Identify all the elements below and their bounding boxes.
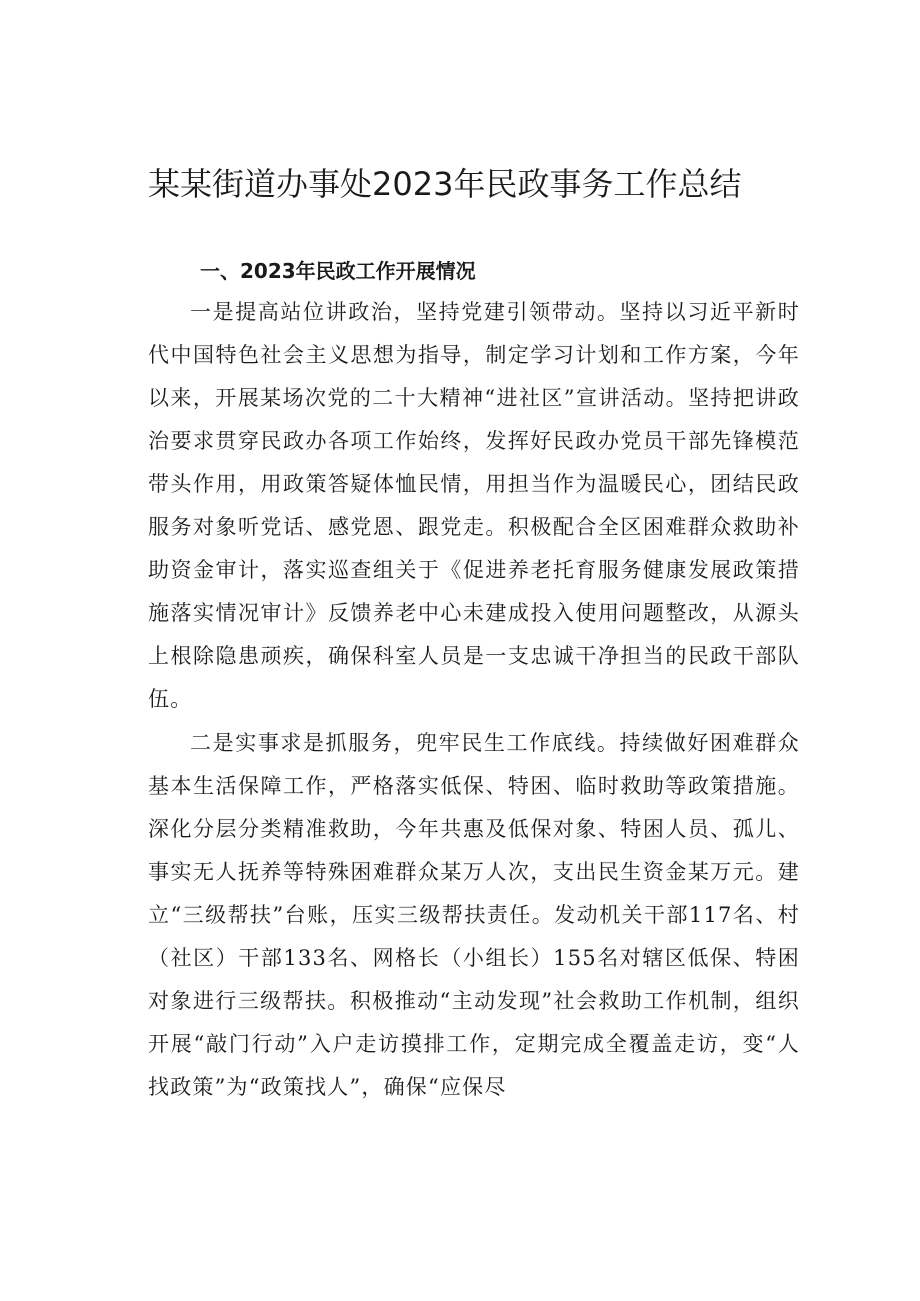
body-paragraph-2: 二是实事求是抓服务，兜牢民生工作底线。持续做好困难群众基本生活保障工作，严格落实低保、特困、临时救助等政策措施。深化分层分类精准救助，今年共惠及低保对象、特困人员、孤儿、事实无人抚养等特殊困难群众某万人次，支出民生资金某万元。建立“三级帮扶”台账，压实三级帮扶责任。发动机关干部117名、村（社区）干部133名、网格长（小组长）155名对辖区低保、特困对象进行三级帮扶。积极推动“主动发现”社会救助工作机制，组织开展“敲门行动”入户走访摸排工作，定期完成全覆盖走访，变“人找政策”为“政策找人”，确保“应保尽 bbox=[148, 731, 800, 1099]
document-title: 某某街道办事处2023年民政事务工作总结 bbox=[148, 165, 742, 203]
section-heading: 一、2023年民政工作开展情况 bbox=[200, 259, 476, 283]
body-paragraph-1: 一是提高站位讲政治，坚持党建引领带动。坚持以习近平新时代中国特色社会主义思想为指导，制定学习计划和工作方案，今年以来，开展某场次党的二十大精神“进社区”宣讲活动。坚持把讲政治要求贯穿民政办各项工作始终，发挥好民政办党员干部先锋模范带头作用，用政策答疑体恤民情，用担当作为温暖民心，团结民政服务对象听党话、感党恩、跟党走。积极配合全区困难群众救助补助资金审计，落实巡查组关于《促进养老托育服务健康发展政策措施落实情况审计》反馈养老中心未建成投入使用问题整改，从源头上根除隐患顽疾，确保科室人员是一支忠诚干净担当的民政干部队伍。 bbox=[148, 300, 800, 711]
